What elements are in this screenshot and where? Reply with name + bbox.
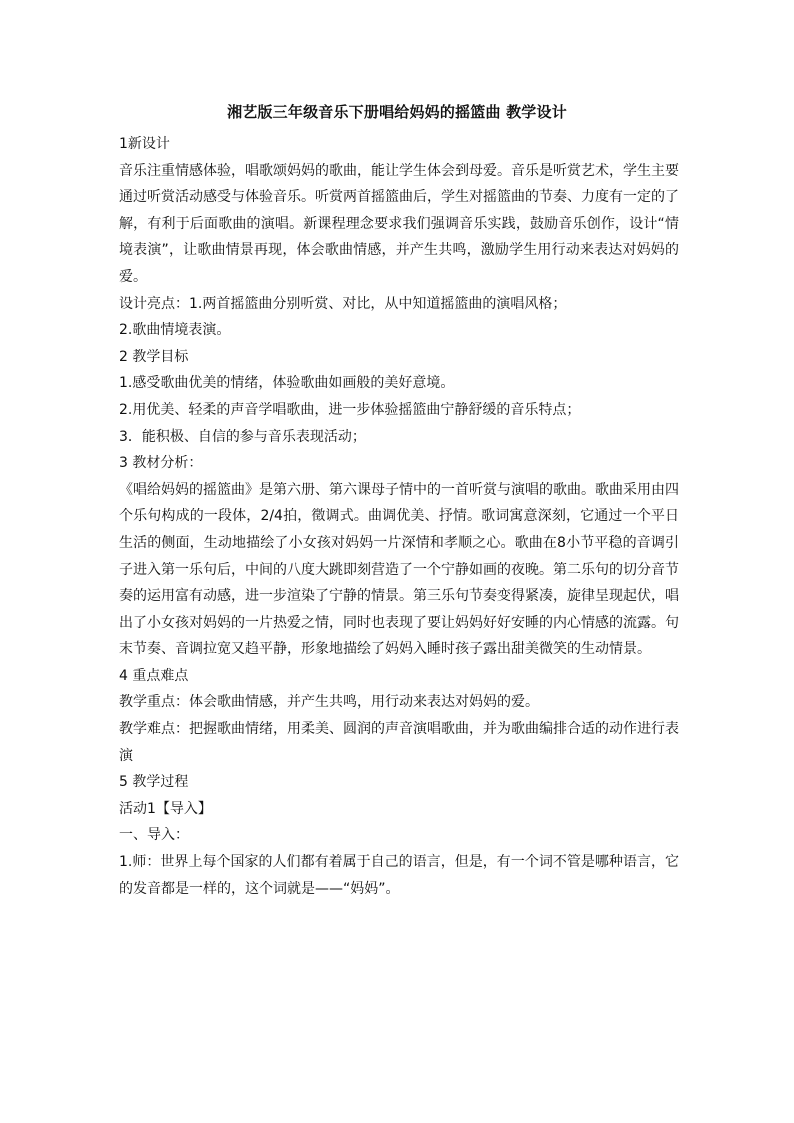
paragraph-teacher-speech: 1.师：世界上每个国家的人们都有着属于自己的语言，但是，有一个词不管是哪种语言，它的发音都是一样的，这个词就是——“妈妈”。 [119,854,679,897]
paragraph-activity-1: 活动1【导入】 [119,800,212,817]
paragraph-highlight-2: 2.歌曲情境表演。 [119,322,231,339]
paragraph-design-intro: 音乐注重情感体验，唱歌颂妈妈的歌曲，能让学生体会到母爱。音乐是听赏艺术，学生主要通过听赏活动感受与体验音乐。听赏两首摇篮曲后，学生对摇篮曲的节奏、力度有一定的了解，有利于后面歌曲的演唱。新课程理念要求我们强调音乐实践，鼓励音乐创作，设计“情境表演”，让歌曲情景再现，体会歌曲情感，并产生共鸣，激励学生用行动来表达对妈妈的爱。 [119,162,679,285]
section-heading-process: 5 教学过程 [119,774,189,791]
paragraph-goal-1: 1.感受歌曲优美的情绪，体验歌曲如画般的美好意境。 [119,375,455,392]
paragraph-analysis: 《唱给妈妈的摇篮曲》是第六册、第六课母子情中的一首听赏与演唱的歌曲。歌曲采用由四个乐句构成的一段体，2/4拍，徵调式。曲调优美、抒情。歌词寓意深刻，它通过一个平日生活的侧面，生动地描绘了小女孩对妈妈一片深情和孝顺之心。歌曲在8小节平稳的音调引子进入第一乐句后，中间的八度大跳即刻营造了一个宁静如画的夜晚。第二乐句的切分音节奏的运用富有动感，进一步渲染了宁静的情景。第三乐句节奏变得紧凑，旋律呈现起伏，唱出了小女孩对妈妈的一片热爱之情，同时也表现了要让妈妈好好安睡的内心情感的流露。句末节奏、音调拉宽又趋平静，形象地描绘了妈妈入睡时孩子露出甜美微笑的生动情景。 [119,481,679,658]
section-heading-key-points: 4 重点难点 [119,667,189,684]
document-title: 湘艺版三年级音乐下册唱给妈妈的摇篮曲 教学设计 [227,103,567,121]
paragraph-difficulty: 教学难点：把握歌曲情绪，用柔美、圆润的声音演唱歌曲，并为歌曲编排合适的动作进行表演 [119,721,679,764]
paragraph-goal-3: 3．能积极、自信的参与音乐表现活动； [119,428,366,445]
document-body [119,131,679,902]
paragraph-goal-2: 2.用优美、轻柔的声音学唱歌曲，进一步体验摇篮曲宁静舒缓的音乐特点； [119,401,581,418]
paragraph-highlight-1: 设计亮点：1.两首摇篮曲分别听赏、对比，从中知道摇篮曲的演唱风格； [119,295,567,312]
section-heading-goals: 2 教学目标 [119,348,189,365]
section-heading-analysis: 3 教材分析： [119,455,203,472]
section-heading-design: 1新设计 [119,136,170,152]
paragraph-intro-heading: 一、导入： [119,827,189,844]
paragraph-key-point: 教学重点：体会歌曲情感，并产生共鸣，用行动来表达对妈妈的爱。 [119,694,539,711]
